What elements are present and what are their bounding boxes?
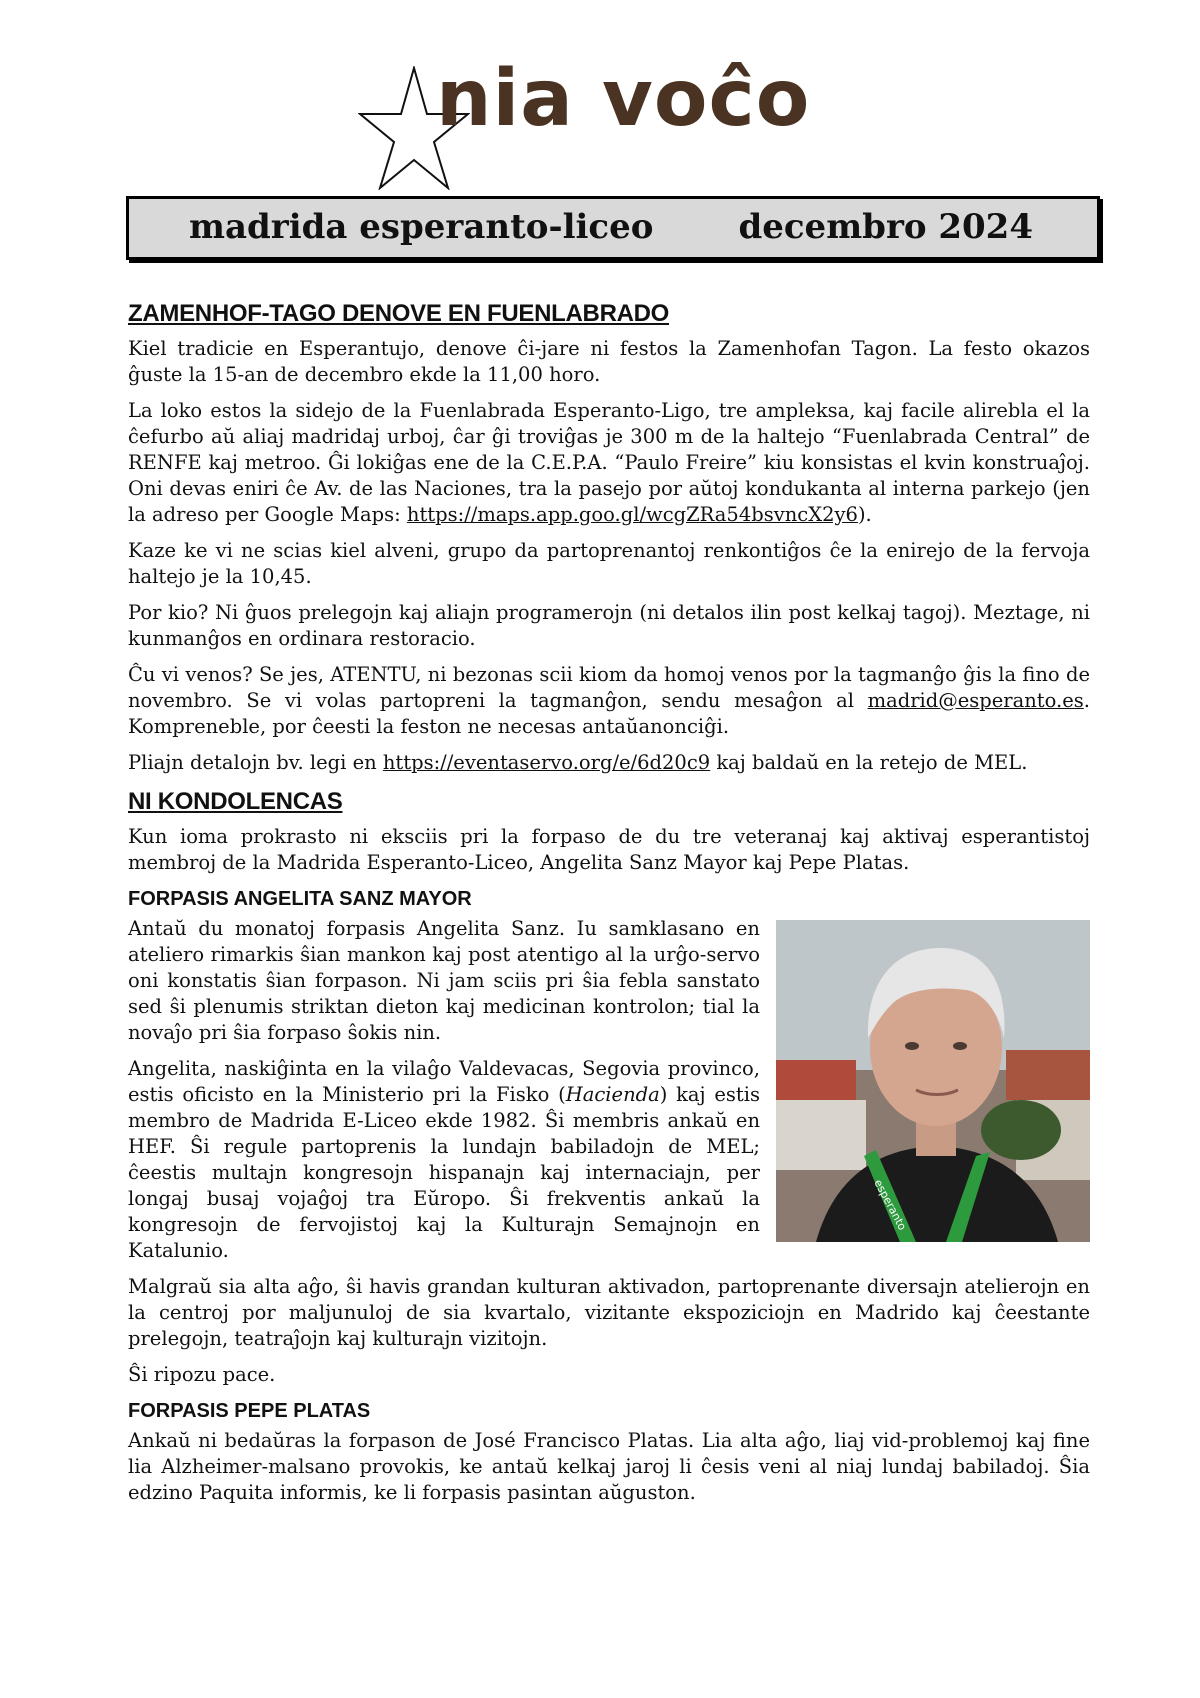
emphasis-text: Hacienda bbox=[565, 1083, 660, 1106]
google-maps-link[interactable]: https://maps.app.goo.gl/wcgZRa54bsvncX2y6 bbox=[406, 503, 858, 526]
masthead bbox=[0, 0, 1200, 247]
paragraph: Por kio? Ni ĝuos prelegojn kaj aliajn programerojn (ni detalos ilin post kelkaj tagoj). Meztage, ni kunmanĝos en ordinara restoracio. bbox=[128, 601, 1090, 650]
banner-issue-date: decembro 2024 bbox=[738, 207, 1033, 247]
eventaservo-link[interactable]: https://eventaservo.org/e/6d20c9 bbox=[382, 751, 711, 774]
article-body bbox=[128, 298, 1090, 1516]
banner-organization: madrida esperanto-liceo bbox=[189, 207, 654, 247]
section-heading-kondolencas: NI KONDOLENCAS bbox=[128, 788, 343, 815]
paragraph: Kaze ke vi ne scias kiel alveni, grupo da partoprenantoj renkontiĝos ĉe la enirejo de la fervoja haltejo je la 10,45. bbox=[128, 539, 1090, 588]
paragraph bbox=[128, 750, 1090, 776]
section-heading-zamenhof: ZAMENHOF-TAGO DENOVE EN FUENLABRADO bbox=[128, 300, 670, 327]
paragraph: Malgraŭ sia alta aĝo, ŝi havis grandan kulturan aktivadon, partoprenante diversajn atelierojn en la centroj por maljunuloj de sia kvartalo, vizitante ekspoziciojn en Madrido kaj ĉeestante prelegojn, teatraĵojn kaj kulturajn vizitojn. bbox=[128, 1275, 1090, 1350]
paragraph bbox=[128, 398, 1090, 528]
paragraph-text: Pliajn detalojn bv. legi en bbox=[128, 751, 383, 774]
paragraph-text: Angelita, naskiĝinta en la vilaĝo Valdevacas, Segovia provinco, estis oficisto en la Ministerio pri la Fisko ( bbox=[128, 1057, 760, 1106]
paragraph-text: La loko estos la sidejo de la Fuenlabrada Esperanto-Ligo, tre ampleksa, kaj facile alirebla el la ĉefurbo aŭ aliaj madridaj urboj, ĉar ĝi troviĝas je 300 m de la haltejo “Fuenlabrada Central” de RENFE kaj metroo. Ĝi lokiĝas ene de la C.E.P.A. “Paulo Freire” kiu konsistas el kvin konstruaĵoj. Oni devas eniri ĉe Av. de las Naciones, tra la pasejo por aŭtoj kondukanta al interna parkejo (jen la adreso per Google Maps: bbox=[128, 399, 1090, 526]
paragraph bbox=[128, 662, 1090, 740]
paragraph-text: ). bbox=[857, 503, 872, 526]
paragraph: Kiel tradicie en Esperantujo, denove ĉi-jare ni festos la Zamenhofan Tagon. La festo okazos ĝuste la 15-an de decembro ekde la 11,00 horo. bbox=[128, 337, 1090, 386]
portrait-photo bbox=[776, 920, 1090, 1242]
title-banner bbox=[126, 196, 1100, 260]
paragraph: Kun ioma prokrasto ni eksciis pri la forpaso de du tre veteranaj kaj aktivaj esperantistoj membroj de la Madrida Esperanto-Liceo, Angelita Sanz Mayor kaj Pepe Platas. bbox=[128, 825, 1090, 874]
paragraph-text: ) kaj estis membro de Madrida E-Liceo ekde 1982. Ŝi membris ankaŭ en HEF. Ŝi regule partoprenis la lundajn babiladojn de MEL; ĉeestis multajn kongresojn hispanajn kaj internaciajn, per longaj busaj vojaĝoj tra Eŭropo. Ŝi frekventis ankaŭ la kongresojn de fervojistoj kaj la Kulturajn Semajnojn en Katalunio. bbox=[128, 1083, 760, 1262]
paragraph: Ŝi ripozu pace. bbox=[128, 1363, 276, 1386]
subheading-pepe: FORPASIS PEPE PLATAS bbox=[128, 1400, 371, 1422]
subheading-angelita: FORPASIS ANGELITA SANZ MAYOR bbox=[128, 888, 472, 910]
paragraph-text: . Kompreneble, por ĉeesti la feston ne necesas antaŭanonciĝi. bbox=[128, 689, 1090, 738]
paragraph-text: Ĉu vi venos? Se jes, ATENTU, ni bezonas scii kiom da homoj venos por la tagmanĝo ĝis la fino de novembro. Se vi volas partopreni la tagmanĝon, sendu mesaĝon al bbox=[128, 663, 1090, 712]
email-link[interactable]: madrid@esperanto.es bbox=[867, 689, 1084, 712]
paragraph-text: kaj baldaŭ en la retejo de MEL. bbox=[710, 751, 1028, 774]
newsletter-logo: nia voĉo bbox=[436, 54, 811, 144]
paragraph: Antaŭ du monatoj forpasis Angelita Sanz. Iu samklasano en ateliero rimarkis ŝian mankon kaj post atentigo al la urĝo-servo oni konstatis ŝian forpason. Ni jam sciis pri ŝia febla sanstato sed ŝi plenumis striktan dieton kaj medicinan kontrolon; tial la novaĵo pri ŝia forpaso ŝokis nin. bbox=[128, 917, 760, 1044]
paragraph: Ankaŭ ni bedaŭras la forpason de José Francisco Platas. Lia alta aĝo, liaj vid-problemoj kaj fine lia Alzheimer-malsano provokis, ke antaŭ kelkaj jaroj li ĉesis veni al niaj lundaj babiladoj. Ŝia edzino Paquita informis, ke li forpasis pasintan aŭguston. bbox=[128, 1429, 1090, 1504]
lanyard-text: esperanto bbox=[871, 1177, 909, 1233]
